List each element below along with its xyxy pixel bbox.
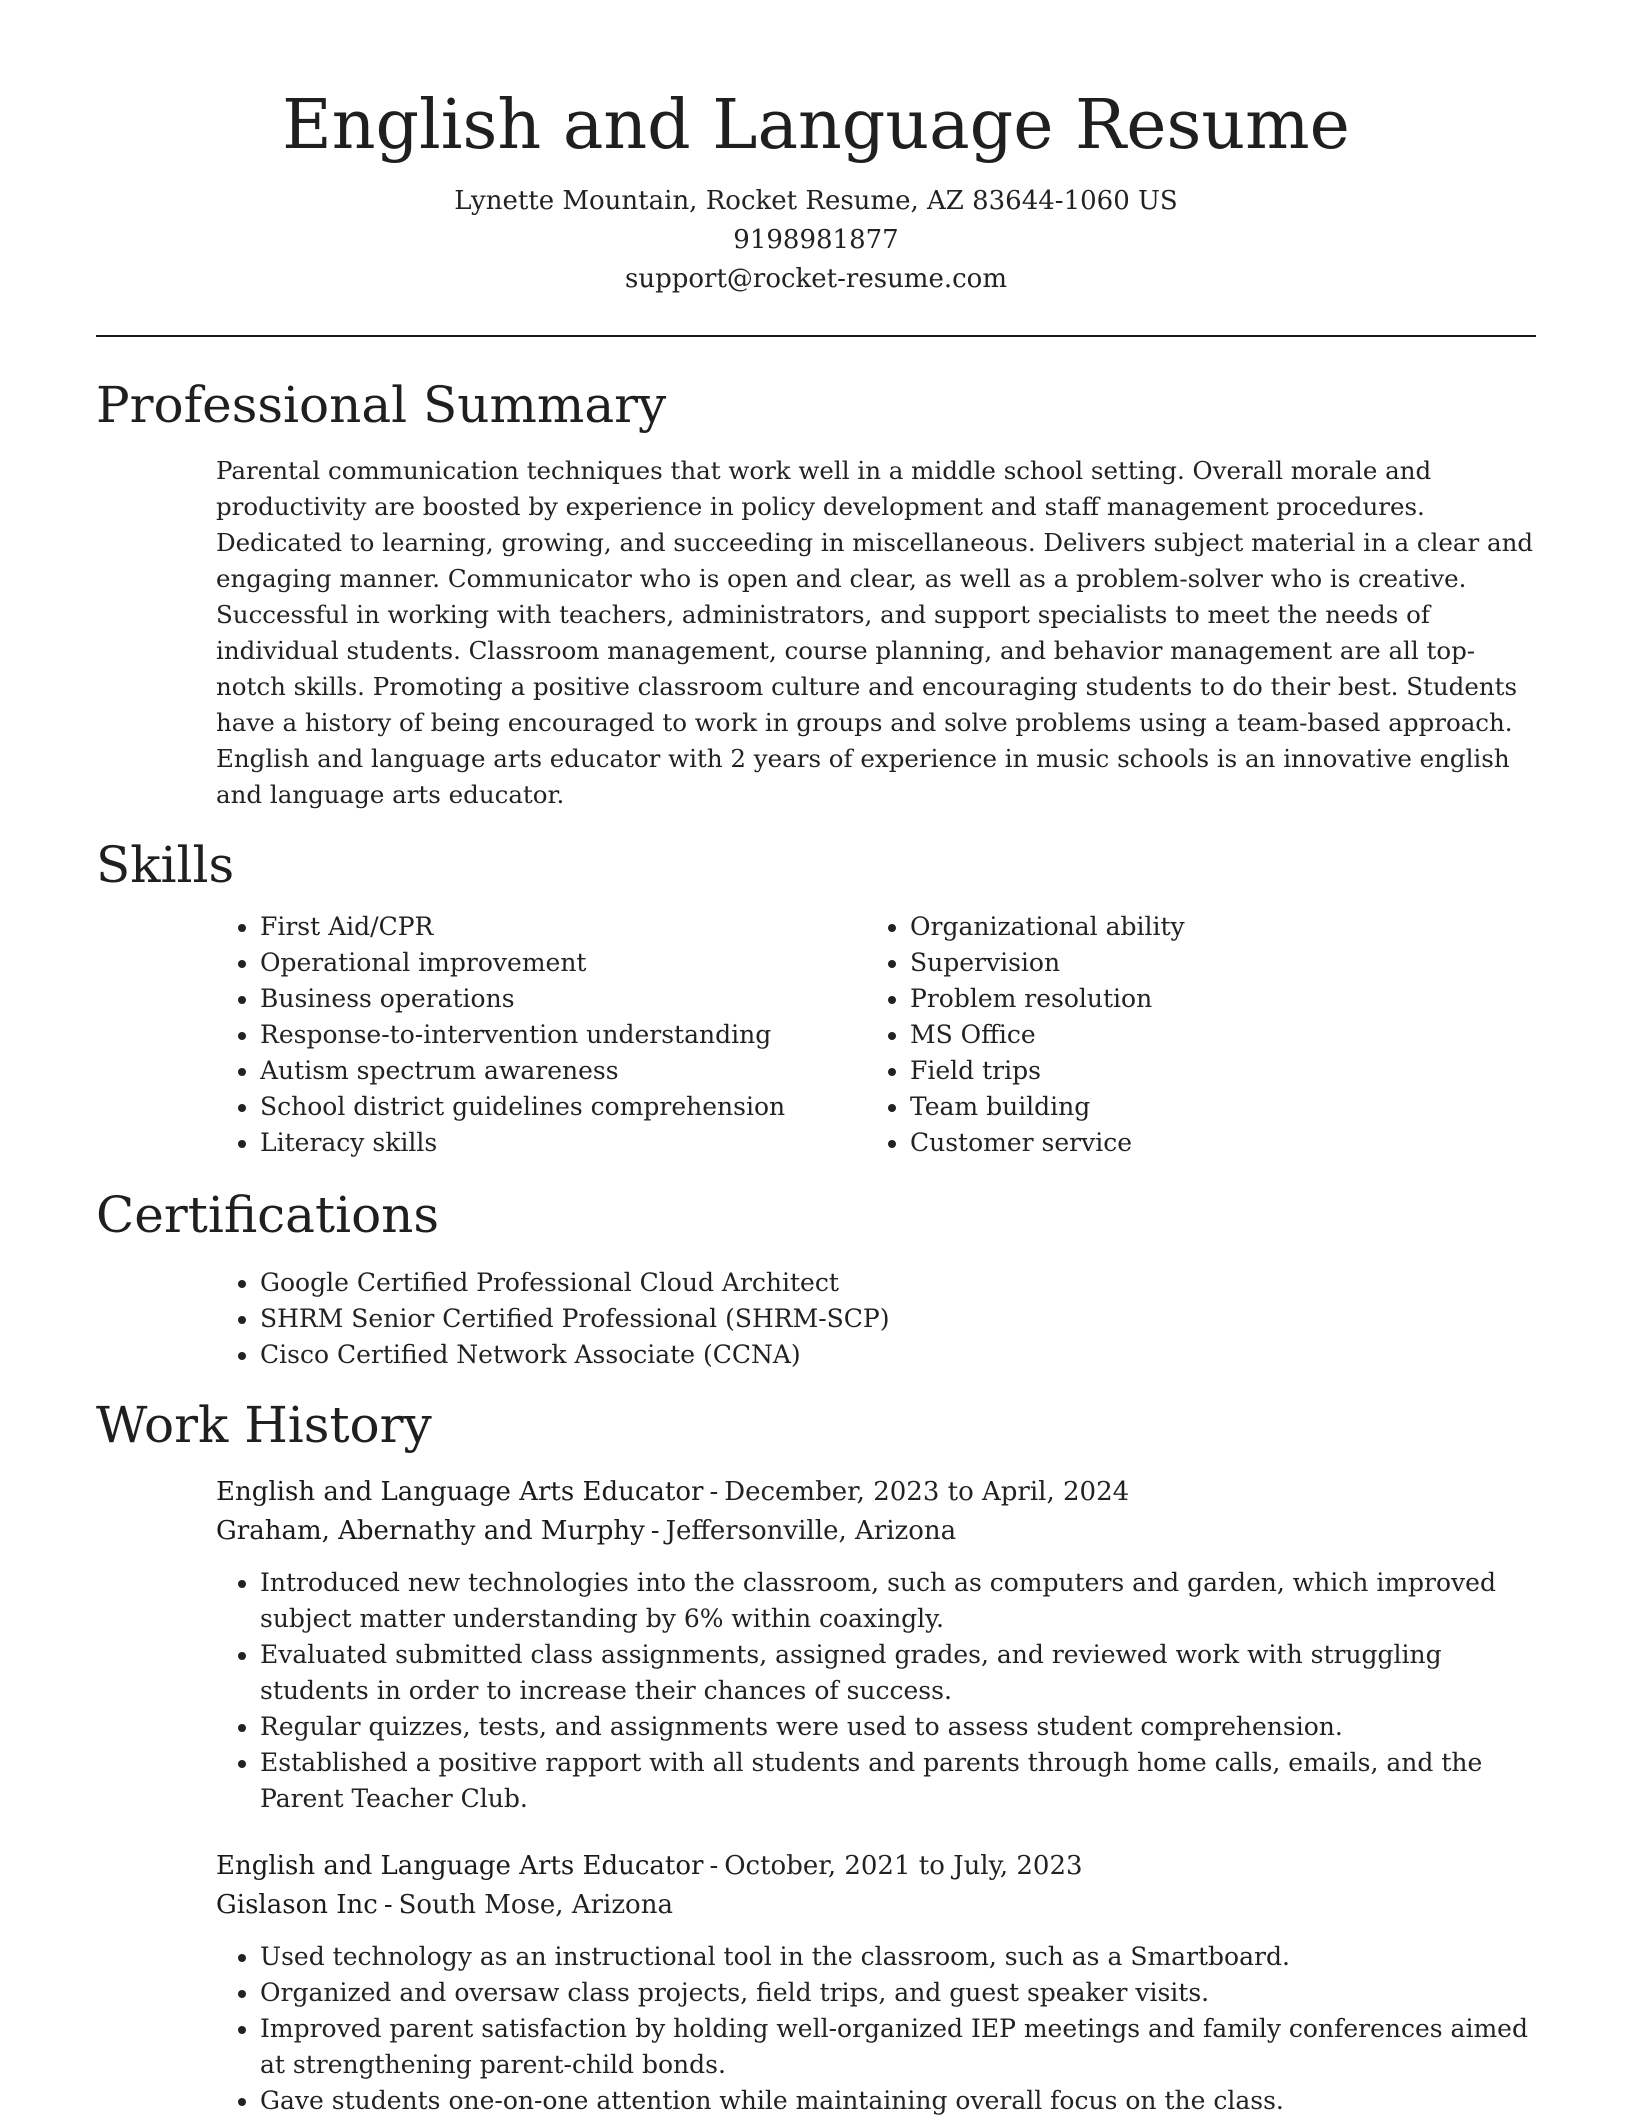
job-bullet: • Gave students one-on-one attention while maintaining overall focus on the class.	[260, 2083, 1536, 2119]
contact-address: Lynette Mountain, Rocket Resume, AZ 83644-1060 US	[454, 186, 1178, 216]
job-separator: -	[383, 1890, 393, 1920]
certifications-heading: Certifications	[96, 1186, 440, 1244]
certification-item: • Cisco Certified Network Associate (CCNA)	[260, 1337, 1536, 1373]
skill-item: • MS Office	[910, 1017, 1510, 1053]
job-company-line	[216, 1512, 1536, 1551]
resume-title: English and Language Resume	[282, 86, 1350, 165]
job-bullet: • Introduced new technologies into the classroom, such as computers and garden, which improved subject matter understanding by 6% within coaxingly.	[260, 1565, 1536, 1637]
job-company: Graham, Abernathy and Murphy	[216, 1516, 645, 1546]
job-location: Jeffersonville, Arizona	[665, 1516, 957, 1546]
skills-columns	[216, 909, 1536, 1161]
skill-item: • Customer service	[910, 1125, 1510, 1161]
summary-text: Parental communication techniques that work well in a middle school setting. Overall morale and productivity are boosted by experience in policy development and staff management procedures. Dedicated to learning, growing, and succeeding in miscellaneous. Delivers subject material in a clear and engaging manner. Communicator who is open and clear, as well as a problem-solver who is creative. Successful in working with teachers, administrators, and support specialists to meet the needs of individual students. Classroom management, course planning, and behavior management are all top-notch skills. Promoting a positive classroom culture and encouraging students to do their best. Students have a history of being encouraged to work in groups and solve problems using a team-based approach. English and language arts educator with 2 years of experience in music schools is an innovative english and language arts educator.	[216, 456, 1534, 809]
job-dates: October, 2021 to July, 2023	[724, 1851, 1083, 1881]
header-divider	[96, 335, 1536, 337]
skill-item: • Problem resolution	[910, 981, 1510, 1017]
skill-item: • Literacy skills	[260, 1125, 866, 1161]
skill-item: • Response-to-intervention understanding	[260, 1017, 866, 1053]
summary-heading: Professional Summary	[96, 376, 667, 434]
skills-heading: Skills	[96, 836, 235, 894]
job-bullet: • Evaluated submitted class assignments, assigned grades, and reviewed work with struggling students in order to increase their chances of success.	[260, 1637, 1536, 1709]
skill-item: • Autism spectrum awareness	[260, 1053, 866, 1089]
skill-item: • School district guidelines comprehension	[260, 1089, 866, 1125]
job-location: South Mose, Arizona	[398, 1890, 673, 1920]
contact-block	[96, 182, 1536, 299]
job-company-line	[216, 1886, 1536, 1925]
contact-email: support@rocket-resume.com	[624, 264, 1007, 294]
contact-phone: 9198981877	[733, 225, 899, 255]
resume-page	[96, 0, 1536, 2119]
job-bullet: • Regular quizzes, tests, and assignments were used to assess student comprehension.	[260, 1709, 1536, 1745]
job-company: Gislason Inc	[216, 1890, 378, 1920]
job-bullet: • Organized and oversaw class projects, field trips, and guest speaker visits.	[260, 1975, 1536, 2011]
job-entry	[216, 1847, 1536, 2119]
skills-list-right	[866, 909, 1510, 1161]
job-bullet-list	[216, 1565, 1536, 1817]
skill-item: • Business operations	[260, 981, 866, 1017]
skill-item: • Organizational ability	[910, 909, 1510, 945]
job-title-line	[216, 1847, 1536, 1886]
skill-item: • Supervision	[910, 945, 1510, 981]
certification-item: • Google Certified Professional Cloud Architect	[260, 1265, 1536, 1301]
skill-item: • Field trips	[910, 1053, 1510, 1089]
job-separator: -	[650, 1516, 660, 1546]
job-bullet: • Established a positive rapport with all students and parents through home calls, emails, and the Parent Teacher Club.	[260, 1745, 1536, 1817]
job-separator: -	[709, 1477, 719, 1507]
skill-item: • Team building	[910, 1089, 1510, 1125]
job-dates: December, 2023 to April, 2024	[724, 1477, 1130, 1507]
job-bullet: • Improved parent satisfaction by holding well-organized IEP meetings and family conferences aimed at strengthening parent-child bonds.	[260, 2011, 1536, 2083]
certifications-list	[216, 1265, 1536, 1373]
job-entry	[216, 1473, 1536, 1817]
skill-item: • Operational improvement	[260, 945, 866, 981]
skill-item: • First Aid/CPR	[260, 909, 866, 945]
job-bullet: • Used technology as an instructional tool in the classroom, such as a Smartboard.	[260, 1939, 1536, 1975]
job-title: English and Language Arts Educator	[216, 1851, 704, 1881]
job-title: English and Language Arts Educator	[216, 1477, 704, 1507]
job-separator: -	[709, 1851, 719, 1881]
skills-list-left	[216, 909, 866, 1161]
job-title-line	[216, 1473, 1536, 1512]
certification-item: • SHRM Senior Certified Professional (SHRM-SCP)	[260, 1301, 1536, 1337]
job-bullet-list	[216, 1939, 1536, 2119]
work-history-heading: Work History	[96, 1396, 432, 1454]
